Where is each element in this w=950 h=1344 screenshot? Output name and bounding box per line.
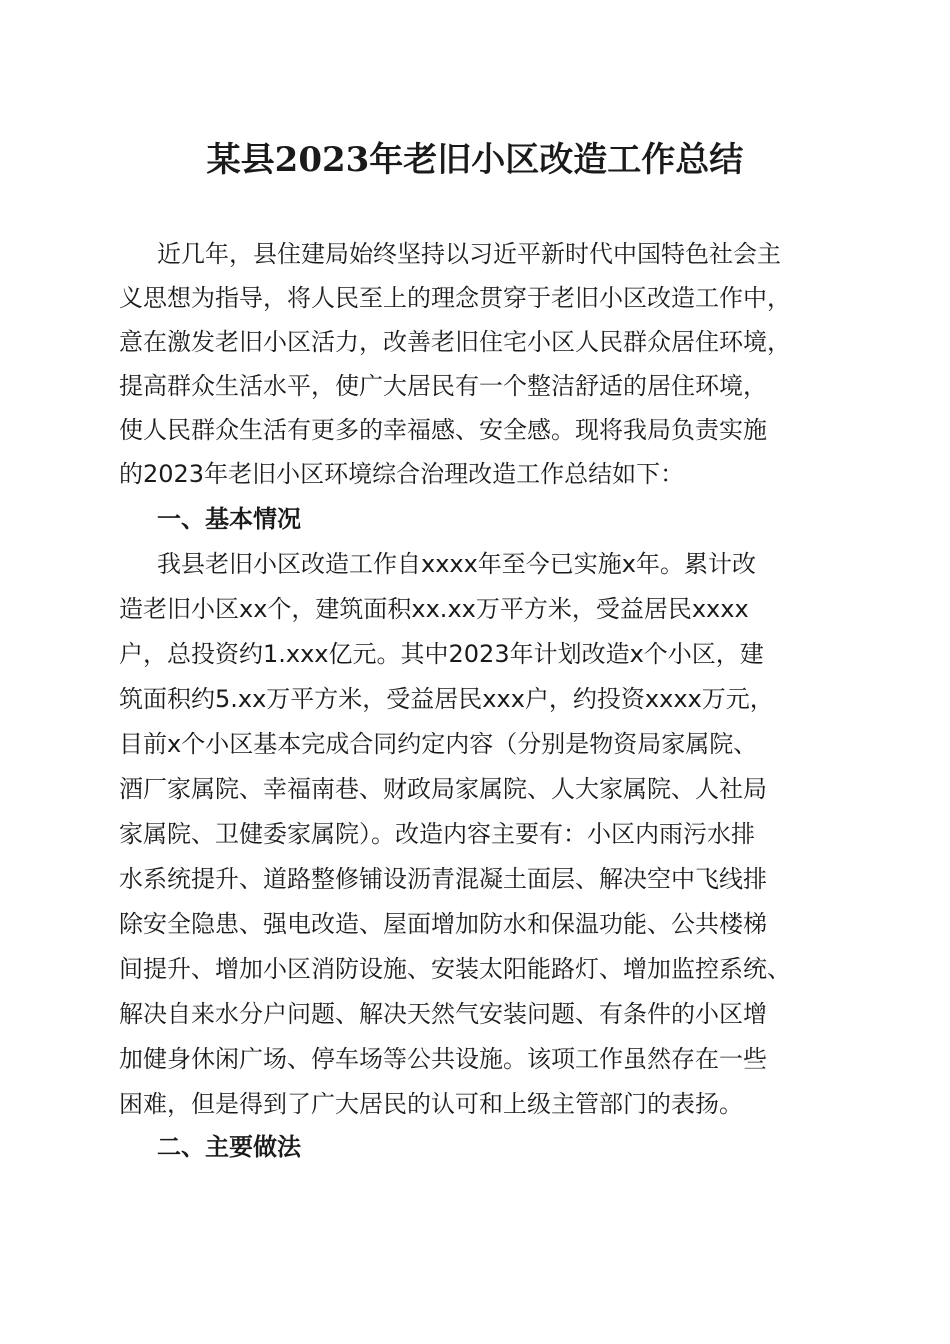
section1-line-11: 解决自来水分户问题、解决天然气安装问题、有条件的小区增: [119, 1000, 767, 1028]
intro-line-3: 意在激发老旧小区活力，改善老旧住宅小区人民群众居住环境，: [119, 328, 791, 356]
section1-line-13: 困难，但是得到了广大居民的认可和上级主管部门的表扬。: [119, 1090, 743, 1118]
section1-line-10: 间提升、增加小区消防设施、安装太阳能路灯、增加监控系统、: [119, 955, 791, 983]
section-heading-basic-situation: 一、基本情况: [157, 505, 301, 533]
intro-line-1: 近几年，县住建局始终坚持以习近平新时代中国特色社会主: [157, 240, 781, 268]
section-heading-main-practices: 二、主要做法: [157, 1133, 301, 1161]
document-title: 某县2023年老旧小区改造工作总结: [206, 140, 744, 180]
section1-line-6: 酒厂家属院、幸福南巷、财政局家属院、人大家属院、人社局: [119, 775, 767, 803]
section1-line-2: 造老旧小区xx个，建筑面积xx.xx万平方米，受益居民xxxx: [119, 595, 749, 623]
intro-line-5: 使人民群众生活有更多的幸福感、安全感。现将我局负责实施: [119, 416, 767, 444]
section1-line-8: 水系统提升、道路整修铺设沥青混凝土面层、解决空中飞线排: [119, 865, 767, 893]
section1-line-7: 家属院、卫健委家属院）。改造内容主要有：小区内雨污水排: [119, 820, 755, 848]
section1-line-1: 我县老旧小区改造工作自xxxx年至今已实施x年。累计改: [157, 550, 757, 578]
section1-line-12: 加健身休闲广场、停车场等公共设施。该项工作虽然存在一些: [119, 1045, 767, 1073]
section1-line-5: 目前x个小区基本完成合同约定内容（分别是物资局家属院、: [119, 730, 758, 758]
intro-line-6: 的2023年老旧小区环境综合治理改造工作总结如下：: [119, 460, 685, 488]
intro-line-2: 义思想为指导，将人民至上的理念贯穿于老旧小区改造工作中，: [119, 284, 791, 312]
section1-line-9: 除安全隐患、强电改造、屋面增加防水和保温功能、公共楼梯: [119, 910, 767, 938]
intro-line-4: 提高群众生活水平，使广大居民有一个整洁舒适的居住环境，: [119, 372, 767, 400]
section1-line-4: 筑面积约5.xx万平方米，受益居民xxx户，约投资xxxx万元，: [119, 685, 774, 713]
section1-line-3: 户，总投资约1.xxx亿元。其中2023年计划改造x个小区，建: [119, 640, 764, 668]
